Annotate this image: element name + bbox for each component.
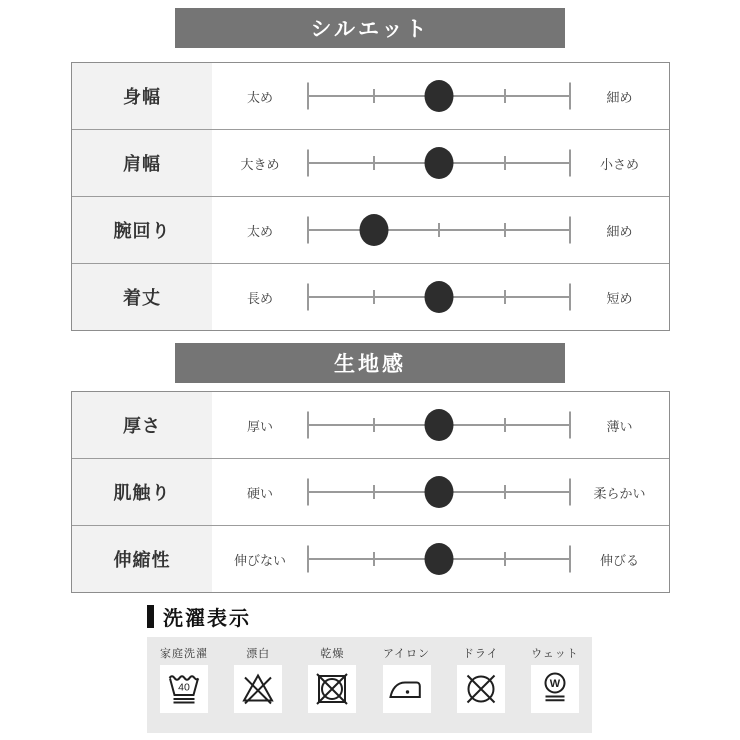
slider-dot — [425, 281, 454, 313]
slider-tick — [504, 418, 506, 432]
rating-row-arm-circumference — [72, 197, 669, 264]
slider-tick — [504, 156, 506, 170]
iron-one-dot-icon — [387, 669, 427, 709]
scale-right-label: 伸びる — [599, 552, 639, 568]
slider-tick — [373, 89, 375, 103]
rating-row-texture — [72, 459, 669, 526]
slider-dot — [359, 214, 388, 246]
row-label: 伸縮性 — [72, 526, 212, 592]
slider-tick — [504, 552, 506, 566]
scale-right-label: 細め — [606, 223, 633, 239]
slider-tick — [504, 290, 506, 304]
row-label: 肌触り — [72, 459, 212, 525]
rating-slider — [308, 130, 570, 196]
care-item-iron — [383, 647, 431, 733]
rating-slider — [308, 392, 570, 458]
slider-tick — [373, 156, 375, 170]
svg-text:W: W — [549, 678, 561, 690]
scale-left-label: 太め — [246, 223, 273, 239]
rating-slider — [308, 526, 570, 592]
rating-slider — [308, 197, 570, 263]
fabric-title: 生地感 — [334, 353, 406, 376]
scale-right-label: 短め — [606, 290, 633, 306]
slider-dot — [425, 409, 454, 441]
care-label: 乾燥 — [320, 648, 345, 660]
slider-tick — [569, 217, 571, 244]
rating-row-body-width — [72, 63, 669, 130]
no-bleach-icon — [238, 669, 278, 709]
laundry-title-text: 洗濯表示 — [163, 607, 251, 630]
rating-slider — [308, 63, 570, 129]
slider-tick — [438, 223, 440, 237]
svg-text:40: 40 — [178, 681, 190, 694]
slider-tick — [373, 485, 375, 499]
slider-tick — [569, 150, 571, 177]
row-label: 身幅 — [72, 63, 212, 129]
scale-right-label: 細め — [606, 89, 633, 105]
laundry-care-section — [147, 603, 740, 733]
scale-right-label: 薄い — [606, 418, 633, 434]
slider-tick — [373, 290, 375, 304]
slider-dot — [425, 543, 454, 575]
scale-left-label: 硬い — [246, 485, 273, 501]
slider-tick — [307, 83, 309, 110]
rating-slider — [308, 459, 570, 525]
no-dry-clean-icon — [461, 669, 501, 709]
slider-tick — [569, 83, 571, 110]
slider-tick — [504, 89, 506, 103]
slider-tick — [307, 217, 309, 244]
wash-40-icon — [164, 669, 204, 709]
care-item-dry-clean — [457, 647, 505, 733]
care-item-bleach — [234, 647, 282, 733]
rating-slider — [308, 264, 570, 330]
care-item-wet-clean — [531, 647, 579, 733]
slider-tick — [307, 546, 309, 573]
care-label: 家庭洗濯 — [160, 648, 208, 660]
slider-tick — [504, 223, 506, 237]
care-item-tumble-dry — [308, 647, 356, 733]
slider-tick — [569, 546, 571, 573]
slider-tick — [569, 479, 571, 506]
care-label: アイロン — [383, 648, 431, 660]
slider-dot — [425, 147, 454, 179]
scale-left-label: 太め — [246, 89, 273, 105]
scale-left-label: 伸びない — [233, 552, 286, 568]
slider-tick — [504, 485, 506, 499]
silhouette-table — [71, 62, 670, 331]
silhouette-section-header — [175, 8, 565, 48]
scale-left-label: 厚い — [246, 418, 273, 434]
rating-row-thickness — [72, 392, 669, 459]
slider-dot — [425, 476, 454, 508]
care-label: 漂白 — [246, 648, 271, 660]
slider-tick — [307, 150, 309, 177]
slider-dot — [425, 80, 454, 112]
scale-right-label: 小さめ — [599, 156, 639, 172]
slider-tick — [307, 284, 309, 311]
rating-row-shoulder-width — [72, 130, 669, 197]
no-tumble-dry-icon — [312, 669, 352, 709]
slider-tick — [373, 552, 375, 566]
rating-row-stretch — [72, 526, 669, 592]
fabric-table — [71, 391, 670, 593]
laundry-title — [147, 603, 740, 629]
scale-right-label: 柔らかい — [593, 485, 646, 501]
slider-tick — [307, 479, 309, 506]
care-item-home-wash — [160, 647, 208, 733]
row-label: 厚さ — [72, 392, 212, 458]
silhouette-title: シルエット — [310, 18, 430, 41]
row-label: 肩幅 — [72, 130, 212, 196]
rating-row-length — [72, 264, 669, 330]
scale-left-label: 大きめ — [240, 156, 280, 172]
laundry-symbols-panel — [147, 637, 592, 733]
fabric-section-header — [175, 343, 565, 383]
slider-tick — [307, 412, 309, 439]
slider-tick — [569, 284, 571, 311]
care-label: ウェット — [531, 648, 579, 660]
slider-tick — [569, 412, 571, 439]
slider-tick — [373, 418, 375, 432]
wet-clean-icon — [535, 669, 575, 709]
row-label: 腕回り — [72, 197, 212, 263]
care-label: ドライ — [462, 648, 499, 660]
title-accent-bar — [147, 605, 154, 628]
scale-left-label: 長め — [246, 290, 273, 306]
row-label: 着丈 — [72, 264, 212, 330]
